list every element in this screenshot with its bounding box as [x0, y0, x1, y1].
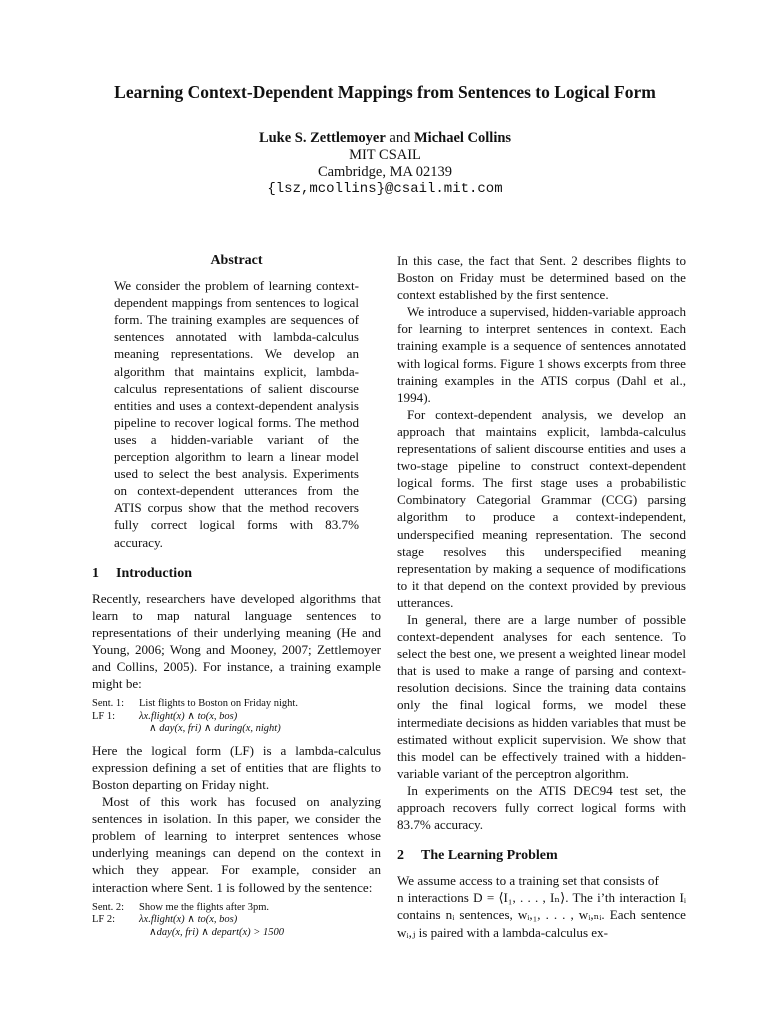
right-paragraph-2: We introduce a supervised, hidden-variable approach for learning to interpret sentences in context. Each training example is a sequence of sentences annotated with logical forms. Figure 1 shows excerpts from three training examples in the ATIS corpus (Dahl et al., 1994). [397, 304, 686, 405]
author-name-1: Luke S. Zettlemoyer [258, 130, 386, 146]
example-lf-line-1: λx.flight(x) ∧ to(x, bos) [139, 710, 238, 722]
section-number: 2 [397, 848, 404, 864]
section-heading-introduction [92, 565, 381, 582]
example-sent-label: Sent. 1: [92, 698, 125, 710]
section2-paragraph-1b: n interactions D = ⟨I₁, . . . , Iₙ⟩. The i’th interaction Iᵢ contains nᵢ sentences, wᵢ,₁, . . . , wᵢ,ₙᵢ. Each sentence wᵢ,ⱼ is paired with a lambda-calculus ex- [397, 890, 686, 940]
right-paragraph-3: For context-dependent analysis, we develop an approach that maintains explicit, lambda-calculus representations of salient discourse entities and uses a two-stage pipeline to construct context-dependent logical forms. The first stage uses a probabilistic Combinatory Categorial Grammar (CCG) parsing algorithm to produce a context-independent, underspecified meaning representation. The second stage resolves this underspecified meaning representation by making a sequence of modifications to it that depend on the context provided by previous utterances. [397, 406, 686, 610]
right-column [397, 252, 686, 941]
address: Cambridge, MA 02139 [317, 164, 453, 180]
right-paragraph-4: In general, there are a large number of possible context-dependent analyses for each sentence. To select the best one, we present a weighted linear model that is used to make a range of parsing and context-resolution decisions. Since the training data contains only the final logical forms, we model these intermediate decisions as hidden variables that must be estimated without explicit supervision. We show that this model can be effectively trained with a hidden-variable variant of the perceptron algorithm. [397, 611, 686, 781]
example-lf-line-2: ∧day(x, fri) ∧ depart(x) > 1500 [149, 926, 285, 938]
section-heading-learning-problem [397, 847, 686, 864]
example-sent-text: List flights to Boston on Friday night. [139, 698, 298, 710]
example-1 [92, 698, 381, 736]
example-sent-label: Sent. 2: [92, 901, 125, 913]
intro-paragraph-2: Here the logical form (LF) is a lambda-calculus expression defining a set of entities that are flights to Boston departing on Friday night. [92, 742, 381, 792]
author-conjunction: and [389, 130, 411, 146]
intro-paragraph-1: Recently, researchers have developed algorithms that learn to map natural language sentences to representations of their underlying meaning (He and Young, 2006; Wong and Mooney, 2007; Zettlemoyer and Collins, 2005). For instance, a training example might be: [92, 590, 381, 692]
example-sent-text: Show me the flights after 3pm. [139, 901, 270, 913]
right-paragraph-5: In experiments on the ATIS DEC94 test set, the approach recovers fully correct logical forms with 83.7% accuracy. [397, 782, 686, 833]
section-number: 1 [92, 565, 99, 581]
right-paragraph-1: In this case, the fact that Sent. 2 describes flights to Boston on Friday must be determined based on the context established by the first sentence. [397, 253, 686, 303]
example-lf-line-2: ∧ day(x, fri) ∧ during(x, night) [149, 723, 281, 735]
example-lf-label: LF 2: [92, 914, 116, 926]
intro-paragraph-3: Most of this work has focused on analyzing sentences in isolation. In this paper, we consider the problem of learning to interpret sentences whose underlying meanings can depend on the context in which they appear. For example, consider an interaction where Sent. 1 is followed by the sentence: [92, 794, 381, 895]
example-lf-label: LF 1: [92, 710, 116, 722]
section2-paragraph-1a: We assume access to a training set that consists of [397, 873, 659, 889]
author-name-2: Michael Collins [413, 130, 512, 146]
example-2 [92, 902, 381, 940]
affiliation: MIT CSAIL [349, 147, 421, 163]
abstract-body: We consider the problem of learning context-dependent mappings from sentences to logical form. The training examples are sequences of sentences annotated with lambda-calculus meaning representations. We develop an algorithm that maintains explicit, lambda-calculus representations of salient discourse entities and uses a context-dependent analysis pipeline to recover logical forms. The method uses a hidden-variable variant of the perception algorithm to learn a linear model used to select the best analysis. Experiments on context-dependent utterances from the ATIS corpus show that the method recovers fully correct logical forms with 83.7% accuracy. [114, 278, 359, 550]
abstract-heading: Abstract [210, 253, 263, 268]
section-title: The Learning Problem [421, 848, 558, 864]
section-title: Introduction [116, 565, 192, 581]
email: {lsz,mcollins}@csail.mit.com [267, 181, 503, 197]
left-column [92, 252, 381, 945]
example-lf-line-1: λx.flight(x) ∧ to(x, bos) [139, 914, 238, 926]
paper-title: Learning Context-Dependent Mappings from Sentences to Logical Form [114, 82, 656, 102]
author-block [120, 130, 650, 198]
author-line [120, 130, 650, 147]
